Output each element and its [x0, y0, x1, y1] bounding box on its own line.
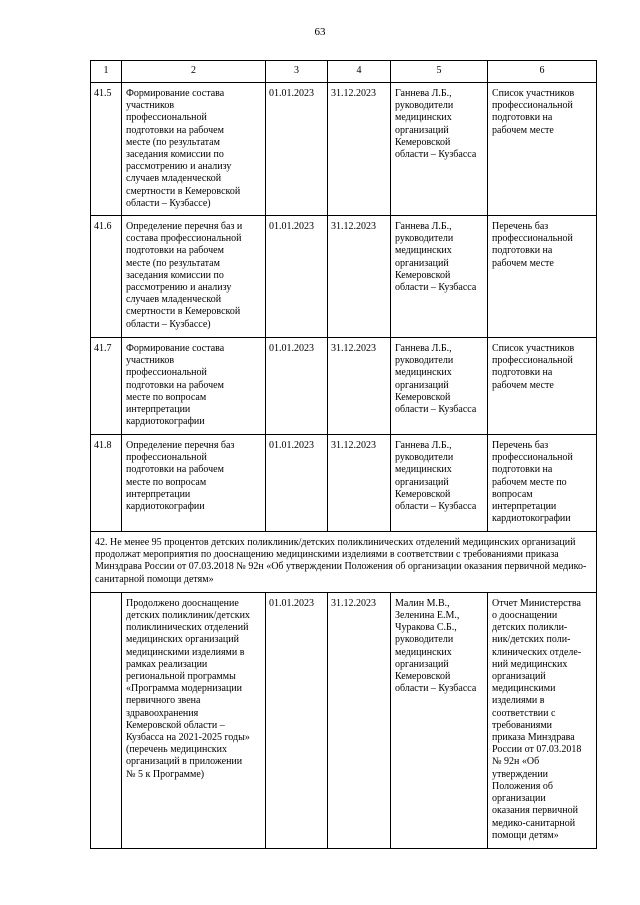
start-date-cell: 01.01.2023 [266, 592, 328, 848]
end-date-cell: 31.12.2023 [328, 338, 391, 435]
row-number: 41.5 [91, 83, 122, 216]
table-row [91, 216, 597, 338]
header-cell: 3 [266, 61, 328, 83]
table-row [91, 435, 597, 532]
task-cell: Определение перечня баз и состава профессиональной подготовки на рабочем месте (по результатам заседания комиссии по рассмотрению и анализу случаев младенческой смертности в Кемеровской области – Кузбассе) [122, 216, 266, 338]
table-row [91, 338, 597, 435]
responsible-cell: Ганнева Л.Б., руководители медицинских организаций Кемеровской области – Кузбасса [391, 83, 488, 216]
table-header-row [91, 61, 597, 83]
end-date-cell: 31.12.2023 [328, 435, 391, 532]
responsible-cell: Ганнева Л.Б., руководители медицинских организаций Кемеровской области – Кузбасса [391, 338, 488, 435]
end-date-cell: 31.12.2023 [328, 83, 391, 216]
header-cell: 6 [488, 61, 597, 83]
start-date-cell: 01.01.2023 [266, 83, 328, 216]
result-cell: Список участников профессиональной подготовки на рабочем месте [488, 338, 597, 435]
result-cell: Перечень баз профессиональной подготовки на рабочем месте по вопросам интерпретации кардиотокографии [488, 435, 597, 532]
header-cell: 1 [91, 61, 122, 83]
start-date-cell: 01.01.2023 [266, 216, 328, 338]
row-number: 41.7 [91, 338, 122, 435]
task-cell: Определение перечня баз профессиональной подготовки на рабочем месте по вопросам интерпретации кардиотокографии [122, 435, 266, 532]
header-cell: 4 [328, 61, 391, 83]
header-cell: 2 [122, 61, 266, 83]
end-date-cell: 31.12.2023 [328, 592, 391, 848]
table-row [91, 83, 597, 216]
task-cell: Формирование состава участников профессиональной подготовки на рабочем месте по вопросам интерпретации кардиотокографии [122, 338, 266, 435]
start-date-cell: 01.01.2023 [266, 338, 328, 435]
task-cell: Продолжено дооснащение детских поликлиник/детских поликлинических отделений медицинских организаций медицинскими изделиями в рамках реализации региональной программы «Программа модернизации первичного звена здравоохранения Кемеровской области – Кузбасса на 2021-2025 годы» (перечень медицинских организаций в приложении № 5 к Программе) [122, 592, 266, 848]
result-cell: Отчет Министерства о дооснащении детских поликли- ник/детских поли- клинических отделе- ний медицинских организаций медицинскими изделиями в соответствии с требованиями приказа Минздрава России от 07.03.2018 № 92н «Об утверждении Положения об организации оказания первичной медико-санитарной помощи детям» [488, 592, 597, 848]
responsible-cell: Ганнева Л.Б., руководители медицинских организаций Кемеровской области – Кузбасса [391, 216, 488, 338]
row-number: 41.6 [91, 216, 122, 338]
row-number [91, 592, 122, 848]
result-cell: Перечень баз профессиональной подготовки на рабочем месте [488, 216, 597, 338]
responsible-cell: Малин М.В., Зеленина Е.М., Чуракова С.Б., руководители медицинских организаций Кемеровской области – Кузбасса [391, 592, 488, 848]
responsible-cell: Ганнева Л.Б., руководители медицинских организаций Кемеровской области – Кузбасса [391, 435, 488, 532]
header-cell: 5 [391, 61, 488, 83]
section-row [91, 532, 597, 593]
page-number: 63 [314, 26, 326, 38]
result-cell: Список участников профессиональной подготовки на рабочем месте [488, 83, 597, 216]
plan-table [90, 60, 597, 849]
end-date-cell: 31.12.2023 [328, 216, 391, 338]
table-row [91, 592, 597, 848]
start-date-cell: 01.01.2023 [266, 435, 328, 532]
task-cell: Формирование состава участников профессиональной подготовки на рабочем месте (по результатам заседания комиссии по рассмотрению и анализу случаев младенческой смертности в Кемеровской области – Кузбассе) [122, 83, 266, 216]
row-number: 41.8 [91, 435, 122, 532]
section-heading-42: 42. Не менее 95 процентов детских поликлиник/детских поликлинических отделений медицинских организаций продолжат мероприятия по дооснащению медицинскими изделиями в соответствии с требованиями приказа Минздрава России от 07.03.2018 № 92н «Об утверждении Положения об организации оказания первичной медико-санитарной помощи детям» [91, 532, 597, 593]
